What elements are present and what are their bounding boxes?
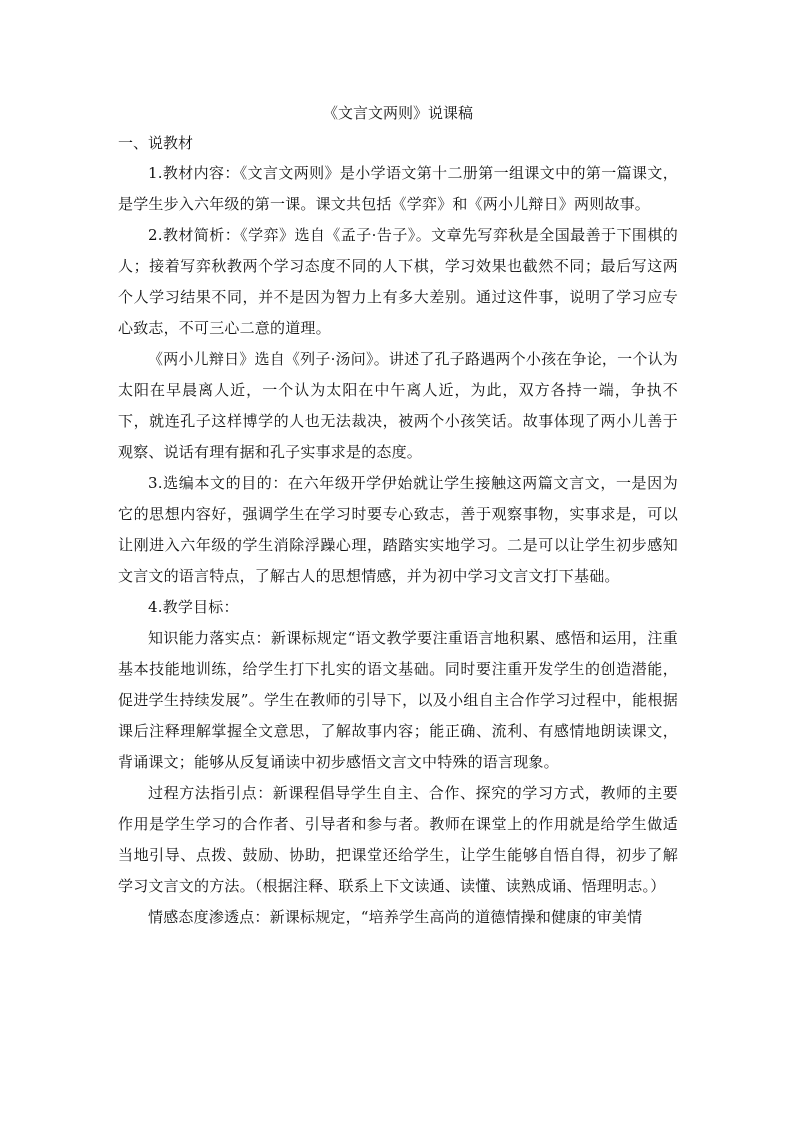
paragraph-teaching-goals-heading: 4.教学目标：: [148, 598, 239, 616]
paragraph-xueyi-analysis: 2.教材简析：《学弈》选自《孟子·告子》。文章先写弈秋是全国最善于下围棋的人；接着写弈秋教两个学习态度不同的人下棋，学习效果也截然不同；最后写这两个人学习结果不同，并不是因为智力上有多大差别。通过这件事，说明了学习应专心致志，不可三心二意的道理。: [118, 226, 678, 337]
paragraph-knowledge-ability: 知识能力落实点：新课标规定“语文教学要注重语言地积累、感悟和运用，注重基本技能地训练，给学生打下扎实的语文基础。同时要注重开发学生的创造潜能，促进学生持续发展”。学生在教师的引导下，以及小组自主合作学习过程中，能根据课后注释理解掌握全文意思，了解故事内容；能正确、流利、有感情地朗读课文，背诵课文；能够从反复诵读中初步感悟文言文中特殊的语言现象。: [118, 629, 678, 771]
paragraph-liangxiaoer-analysis: 《两小儿辩日》选自《列子·汤问》。讲述了孔子路遇两个小孩在争论，一个认为太阳在早晨离人近，一个认为太阳在中午离人近，为此，双方各持一端，争执不下，就连孔子这样博学的人也无法裁决，被两个小孩笑话。故事体现了两小儿善于观察、说话有理有据和孔子实事求是的态度。: [118, 350, 678, 461]
document-content: [118, 98, 678, 933]
section-heading: 一、说教材: [118, 134, 194, 152]
paragraph-selection-purpose: 3.选编本文的目的：在六年级开学伊始就让学生接触这两篇文言文，一是因为它的思想内容好，强调学生在学习时要专心致志，善于观察事物，实事求是，可以让刚进入六年级的学生消除浮躁心理，踏踏实实地学习。二是可以让学生初步感知文言文的语言特点，了解古人的思想情感，并为初中学习文言文打下基础。: [118, 474, 678, 585]
document-title: 《文言文两则》说课稿: [322, 104, 473, 122]
paragraph-teaching-content: 1.教材内容：《文言文两则》是小学语文第十二册第一组课文中的第一篇课文，是学生步入六年级的第一课。课文共包括《学弈》和《两小儿辩日》两则故事。: [118, 164, 678, 213]
paragraph-process-method: 过程方法指引点：新课程倡导学生自主、合作、探究的学习方式，教师的主要作用是学生学习的合作者、引导者和参与者。教师在课堂上的作用就是给学生做适当地引导、点拨、鼓励、协助，把课堂还给学生，让学生能够自悟自得，初步了解学习文言文的方法。（根据注释、联系上下文读通、读懂、读熟成诵、悟理明志。）: [118, 784, 678, 895]
paragraph-emotion-attitude: 情感态度渗透点：新课标规定，“培养学生高尚的道德情操和健康的审美情: [148, 908, 643, 926]
